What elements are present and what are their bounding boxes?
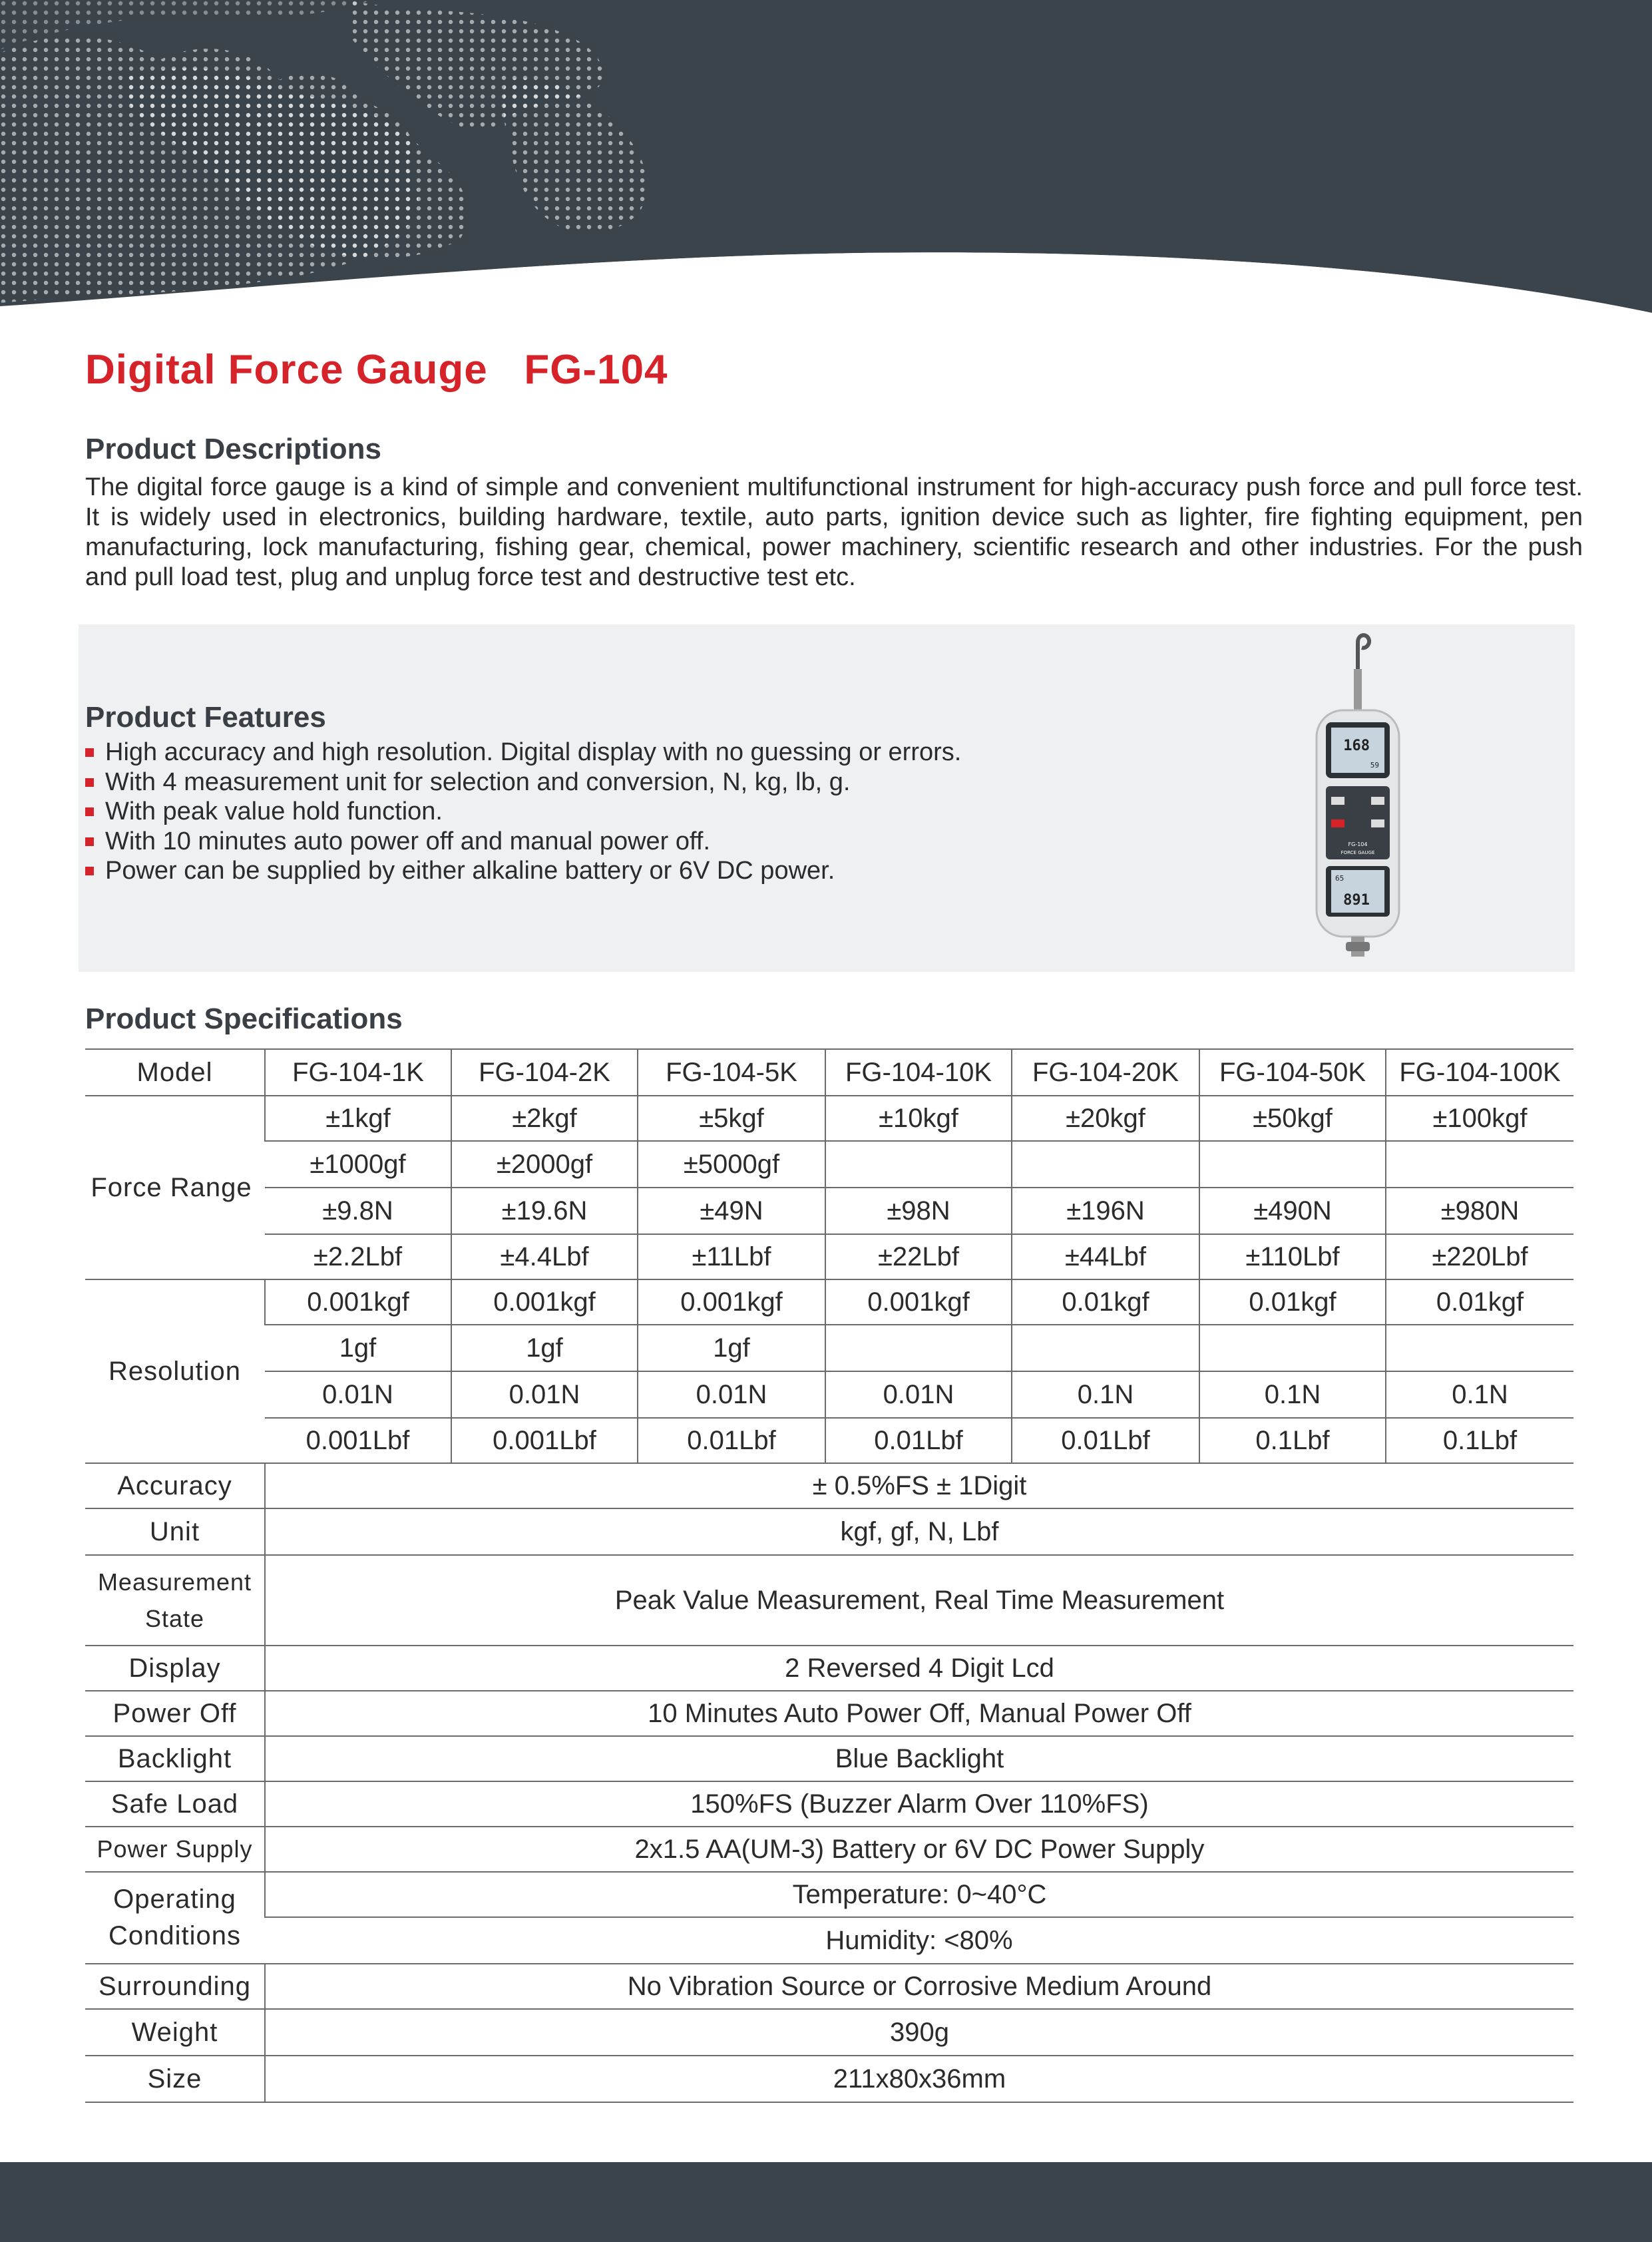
- table-row: [85, 1646, 1573, 1691]
- power-supply-value: 2x1.5 AA(UM-3) Battery or 6V DC Power Supply: [265, 1827, 1573, 1872]
- table-cell: ±196N: [1012, 1188, 1199, 1234]
- accuracy-value: ± 0.5%FS ± 1Digit: [265, 1463, 1573, 1508]
- table-cell: [1386, 1141, 1573, 1188]
- safe-load-value: 150%FS (Buzzer Alarm Over 110%FS): [265, 1781, 1573, 1827]
- svg-text:65: 65: [1335, 874, 1344, 883]
- table-cell: ±50kgf: [1199, 1096, 1386, 1141]
- table-cell: 0.01N: [825, 1371, 1012, 1418]
- table-cell: ±490N: [1199, 1188, 1386, 1234]
- table-cell: ±2.2Lbf: [265, 1234, 451, 1279]
- table-cell: ±2kgf: [451, 1096, 638, 1141]
- footer-bar: [0, 2162, 1652, 2242]
- svg-text:891: 891: [1343, 892, 1370, 909]
- table-cell: ±10kgf: [825, 1096, 1012, 1141]
- backlight-value: Blue Backlight: [265, 1736, 1573, 1781]
- safe-load-label: Safe Load: [85, 1781, 265, 1827]
- measurement-state-label: Measurement State: [85, 1555, 265, 1646]
- model-cell: FG-104-20K: [1012, 1049, 1199, 1096]
- table-cell: 0.1Lbf: [1386, 1418, 1573, 1463]
- force-gauge-icon: [1305, 629, 1411, 969]
- table-row: [85, 1691, 1573, 1736]
- svg-text:FORCE GAUGE: FORCE GAUGE: [1341, 850, 1375, 855]
- table-cell: ±44Lbf: [1012, 1234, 1199, 1279]
- list-item: With 4 measurement unit for selection and conversion, N, kg, lb, g.: [85, 768, 961, 797]
- table-row: [85, 1141, 1573, 1188]
- world-map-graphic: [0, 0, 1652, 313]
- table-cell: ±980N: [1386, 1188, 1573, 1234]
- table-cell: ±1kgf: [265, 1096, 451, 1141]
- unit-value: kgf, gf, N, Lbf: [265, 1508, 1573, 1555]
- descriptions-heading: Product Descriptions: [85, 433, 381, 465]
- specifications-table: [85, 1048, 1573, 2103]
- model-cell: FG-104-1K: [265, 1049, 451, 1096]
- table-row: [85, 1279, 1573, 1325]
- table-row: [85, 1325, 1573, 1371]
- power-supply-label: Power Supply: [85, 1827, 265, 1872]
- table-cell: 0.001Lbf: [265, 1418, 451, 1463]
- table-cell: ±1000gf: [265, 1141, 451, 1188]
- table-cell: 1gf: [265, 1325, 451, 1371]
- humidity-value: Humidity: <80%: [265, 1917, 1573, 1964]
- table-cell: 0.01N: [265, 1371, 451, 1418]
- surrounding-label: Surrounding: [85, 1964, 265, 2009]
- weight-value: 390g: [265, 2009, 1573, 2056]
- unit-label: Unit: [85, 1508, 265, 1555]
- table-cell: 0.1Lbf: [1199, 1418, 1386, 1463]
- model-cell: FG-104-10K: [825, 1049, 1012, 1096]
- table-cell: ±5000gf: [638, 1141, 825, 1188]
- table-row: [85, 1872, 1573, 1917]
- table-cell: 0.01Lbf: [1012, 1418, 1199, 1463]
- table-cell: ±19.6N: [451, 1188, 638, 1234]
- power-off-label: Power Off: [85, 1691, 265, 1736]
- table-cell: 0.01kgf: [1012, 1279, 1199, 1325]
- list-item: With peak value hold function.: [85, 797, 961, 827]
- table-cell: 0.1N: [1386, 1371, 1573, 1418]
- table-cell: ±20kgf: [1012, 1096, 1199, 1141]
- force-range-label: Force Range: [85, 1096, 265, 1279]
- table-cell: 0.01kgf: [1199, 1279, 1386, 1325]
- display-value: 2 Reversed 4 Digit Lcd: [265, 1646, 1573, 1691]
- table-cell: 0.001kgf: [451, 1279, 638, 1325]
- power-off-value: 10 Minutes Auto Power Off, Manual Power Off: [265, 1691, 1573, 1736]
- bullet-icon: [85, 837, 94, 846]
- table-cell: ±9.8N: [265, 1188, 451, 1234]
- table-row: [85, 1418, 1573, 1463]
- table-cell: ±4.4Lbf: [451, 1234, 638, 1279]
- table-cell: [1199, 1141, 1386, 1188]
- table-row: [85, 1555, 1573, 1646]
- table-cell: ±98N: [825, 1188, 1012, 1234]
- bullet-icon: [85, 748, 94, 757]
- table-row: [85, 2056, 1573, 2102]
- size-label: Size: [85, 2056, 265, 2102]
- svg-text:FG-104: FG-104: [1348, 841, 1368, 847]
- weight-label: Weight: [85, 2009, 265, 2056]
- table-cell: [1012, 1141, 1199, 1188]
- force-gauge-image: [1305, 629, 1411, 972]
- table-cell: 0.1N: [1012, 1371, 1199, 1418]
- table-row: [85, 1964, 1573, 2009]
- list-item: Power can be supplied by either alkaline battery or 6V DC power.: [85, 856, 961, 886]
- display-label: Display: [85, 1646, 265, 1691]
- table-row: [85, 1917, 1573, 1964]
- table-cell: 0.01N: [638, 1371, 825, 1418]
- table-row: [85, 1781, 1573, 1827]
- features-list: [85, 738, 961, 886]
- table-row: [85, 1234, 1573, 1279]
- size-value: 211x80x36mm: [265, 2056, 1573, 2102]
- table-cell: 0.1N: [1199, 1371, 1386, 1418]
- resolution-label: Resolution: [85, 1279, 265, 1463]
- table-cell: 0.01Lbf: [825, 1418, 1012, 1463]
- table-cell: ±110Lbf: [1199, 1234, 1386, 1279]
- model-cell: FG-104-100K: [1386, 1049, 1573, 1096]
- descriptions-text: The digital force gauge is a kind of simple and convenient multifunctional instrument for high-accuracy push force and pull force test. It is widely used in electronics, building hardware, textile, auto parts, ignition device such as lighter, fire fighting equipment, pen manufacturing, lock manufacturing, fishing gear, chemical, power machinery, scientific research and other industries. For the push and pull load test, plug and unplug force test and destructive test etc.: [85, 473, 1583, 591]
- page-title: Digital Force Gauge FG-104: [85, 347, 668, 393]
- table-row: [85, 1049, 1573, 1096]
- table-row: [85, 1371, 1573, 1418]
- table-cell: ±49N: [638, 1188, 825, 1234]
- table-row: [85, 1508, 1573, 1555]
- table-cell: ±11Lbf: [638, 1234, 825, 1279]
- bullet-icon: [85, 867, 94, 875]
- table-cell: ±2000gf: [451, 1141, 638, 1188]
- table-cell: [1386, 1325, 1573, 1371]
- bullet-icon: [85, 778, 94, 787]
- backlight-label: Backlight: [85, 1736, 265, 1781]
- table-cell: [1012, 1325, 1199, 1371]
- model-cell: FG-104-50K: [1199, 1049, 1386, 1096]
- table-cell: ±5kgf: [638, 1096, 825, 1141]
- table-cell: [825, 1141, 1012, 1188]
- table-cell: 0.001kgf: [638, 1279, 825, 1325]
- table-row: [85, 1188, 1573, 1234]
- model-cell: FG-104-5K: [638, 1049, 825, 1096]
- surrounding-value: No Vibration Source or Corrosive Medium Around: [265, 1964, 1573, 2009]
- table-row: [85, 2009, 1573, 2056]
- list-item: High accuracy and high resolution. Digital display with no guessing or errors.: [85, 738, 961, 768]
- table-row: [85, 1463, 1573, 1508]
- bullet-icon: [85, 807, 94, 816]
- specs-heading: Product Specifications: [85, 1003, 403, 1035]
- table-cell: [1199, 1325, 1386, 1371]
- table-cell: 0.001kgf: [265, 1279, 451, 1325]
- svg-text:59: 59: [1370, 761, 1379, 770]
- features-heading: Product Features: [85, 701, 326, 734]
- table-row: [85, 1827, 1573, 1872]
- list-item: With 10 minutes auto power off and manual power off.: [85, 827, 961, 857]
- table-cell: ±22Lbf: [825, 1234, 1012, 1279]
- table-cell: 0.01kgf: [1386, 1279, 1573, 1325]
- table-cell: 0.001kgf: [825, 1279, 1012, 1325]
- accuracy-label: Accuracy: [85, 1463, 265, 1508]
- table-cell: 1gf: [451, 1325, 638, 1371]
- header-banner: [0, 0, 1652, 313]
- table-cell: 0.001Lbf: [451, 1418, 638, 1463]
- table-cell: 0.01N: [451, 1371, 638, 1418]
- table-cell: [825, 1325, 1012, 1371]
- model-label: Model: [85, 1049, 265, 1096]
- temperature-value: Temperature: 0~40°C: [265, 1872, 1573, 1917]
- table-cell: ±220Lbf: [1386, 1234, 1573, 1279]
- model-cell: FG-104-2K: [451, 1049, 638, 1096]
- svg-text:168: 168: [1343, 738, 1370, 754]
- measurement-state-value: Peak Value Measurement, Real Time Measurement: [265, 1555, 1573, 1646]
- operating-conditions-label: Operating Conditions: [85, 1872, 265, 1964]
- table-cell: ±100kgf: [1386, 1096, 1573, 1141]
- table-cell: 0.01Lbf: [638, 1418, 825, 1463]
- table-row: [85, 1736, 1573, 1781]
- table-cell: 1gf: [638, 1325, 825, 1371]
- table-row: [85, 1096, 1573, 1141]
